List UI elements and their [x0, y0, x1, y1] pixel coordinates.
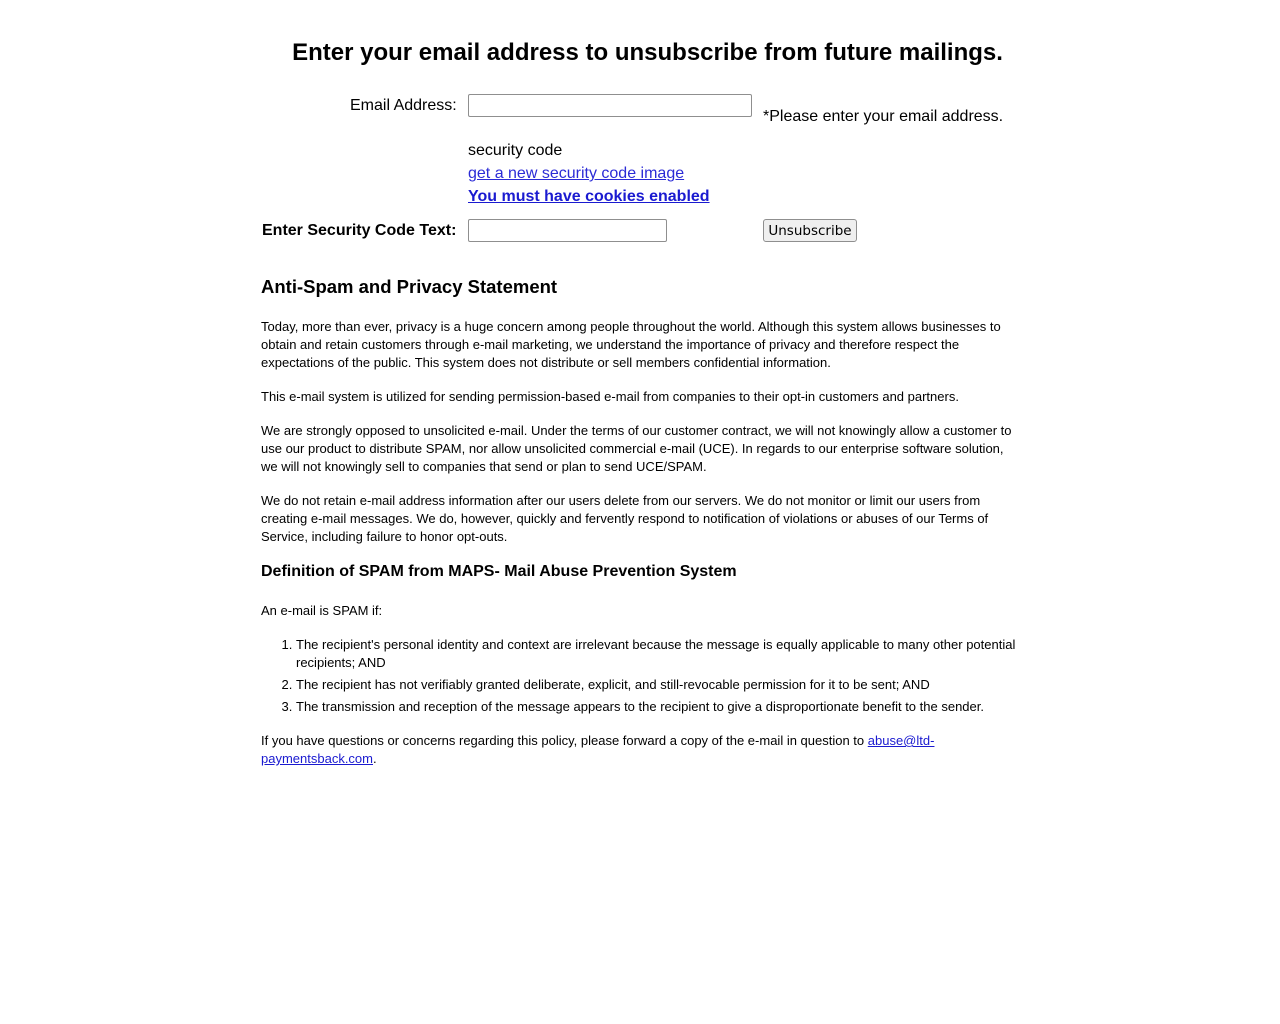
definition-intro: An e-mail is SPAM if:	[261, 603, 383, 618]
policy-paragraph: We are strongly opposed to unsolicited e-mail. Under the terms of our customer contract, we will not knowingly allow a customer to use our product to distribute SPAM, nor allow unsolicited commercial e-mail (UCE). In regards to our enterprise software solution, we will not knowingly sell to companies that send or plan to send UCE/SPAM.	[261, 423, 1012, 474]
unsubscribe-button[interactable]: Unsubscribe	[763, 219, 857, 242]
email-label: Email Address:	[350, 97, 457, 114]
new-security-code-link[interactable]: get a new security code image	[468, 165, 685, 182]
abuse-email-link[interactable]: abuse@ltd-paymentsback.com	[261, 733, 935, 766]
contact-paragraph	[261, 732, 1021, 768]
policy-paragraph: We do not retain e-mail address information after our users delete from our servers. We do not monitor or limit our users from creating e-mail messages. We do, however, quickly and fervently respond to notification of violations or abuses of our Terms of Service, including failure to honor opt-outs.	[261, 493, 989, 544]
definition-heading: Definition of SPAM from MAPS- Mail Abuse Prevention System	[261, 563, 737, 580]
security-code-image-alt: security code	[468, 142, 563, 159]
contact-text: If you have questions or concerns regarding this policy, please forward a copy of the e-mail in question to	[261, 733, 868, 748]
contact-end: .	[373, 751, 377, 766]
definition-list	[261, 636, 1021, 716]
security-code-label: Enter Security Code Text:	[262, 222, 457, 239]
security-code-input[interactable]	[468, 219, 667, 242]
page-title: Enter your email address to unsubscribe from future mailings.	[292, 39, 1003, 66]
list-item: 1. The recipient's personal identity and context are irrelevant because the message is equally applicable to many other potential recipients; AND	[296, 636, 1021, 672]
email-input[interactable]	[468, 94, 752, 117]
policy-paragraph: Today, more than ever, privacy is a huge concern among people throughout the world. Although this system allows businesses to obtain and retain customers through e-mail marketing, we understand the importance of privacy and therefore respect the expectations of the public. This system does not distribute or sell members confidential information.	[261, 319, 1001, 370]
list-item: 3. The transmission and reception of the message appears to the recipient to give a disproportionate benefit to the sender.	[296, 698, 1021, 716]
policy-heading: Anti-Spam and Privacy Statement	[261, 276, 558, 297]
list-item: 2. The recipient has not verifiably granted deliberate, explicit, and still-revocable permission for it to be sent; AND	[296, 676, 1021, 694]
cookies-enabled-link[interactable]: You must have cookies enabled	[468, 188, 710, 205]
email-hint: *Please enter your email address.	[763, 108, 1004, 125]
policy-paragraph: This e-mail system is utilized for sending permission-based e-mail from companies to their opt-in customers and partners.	[261, 389, 959, 404]
policy-section	[261, 276, 1021, 784]
